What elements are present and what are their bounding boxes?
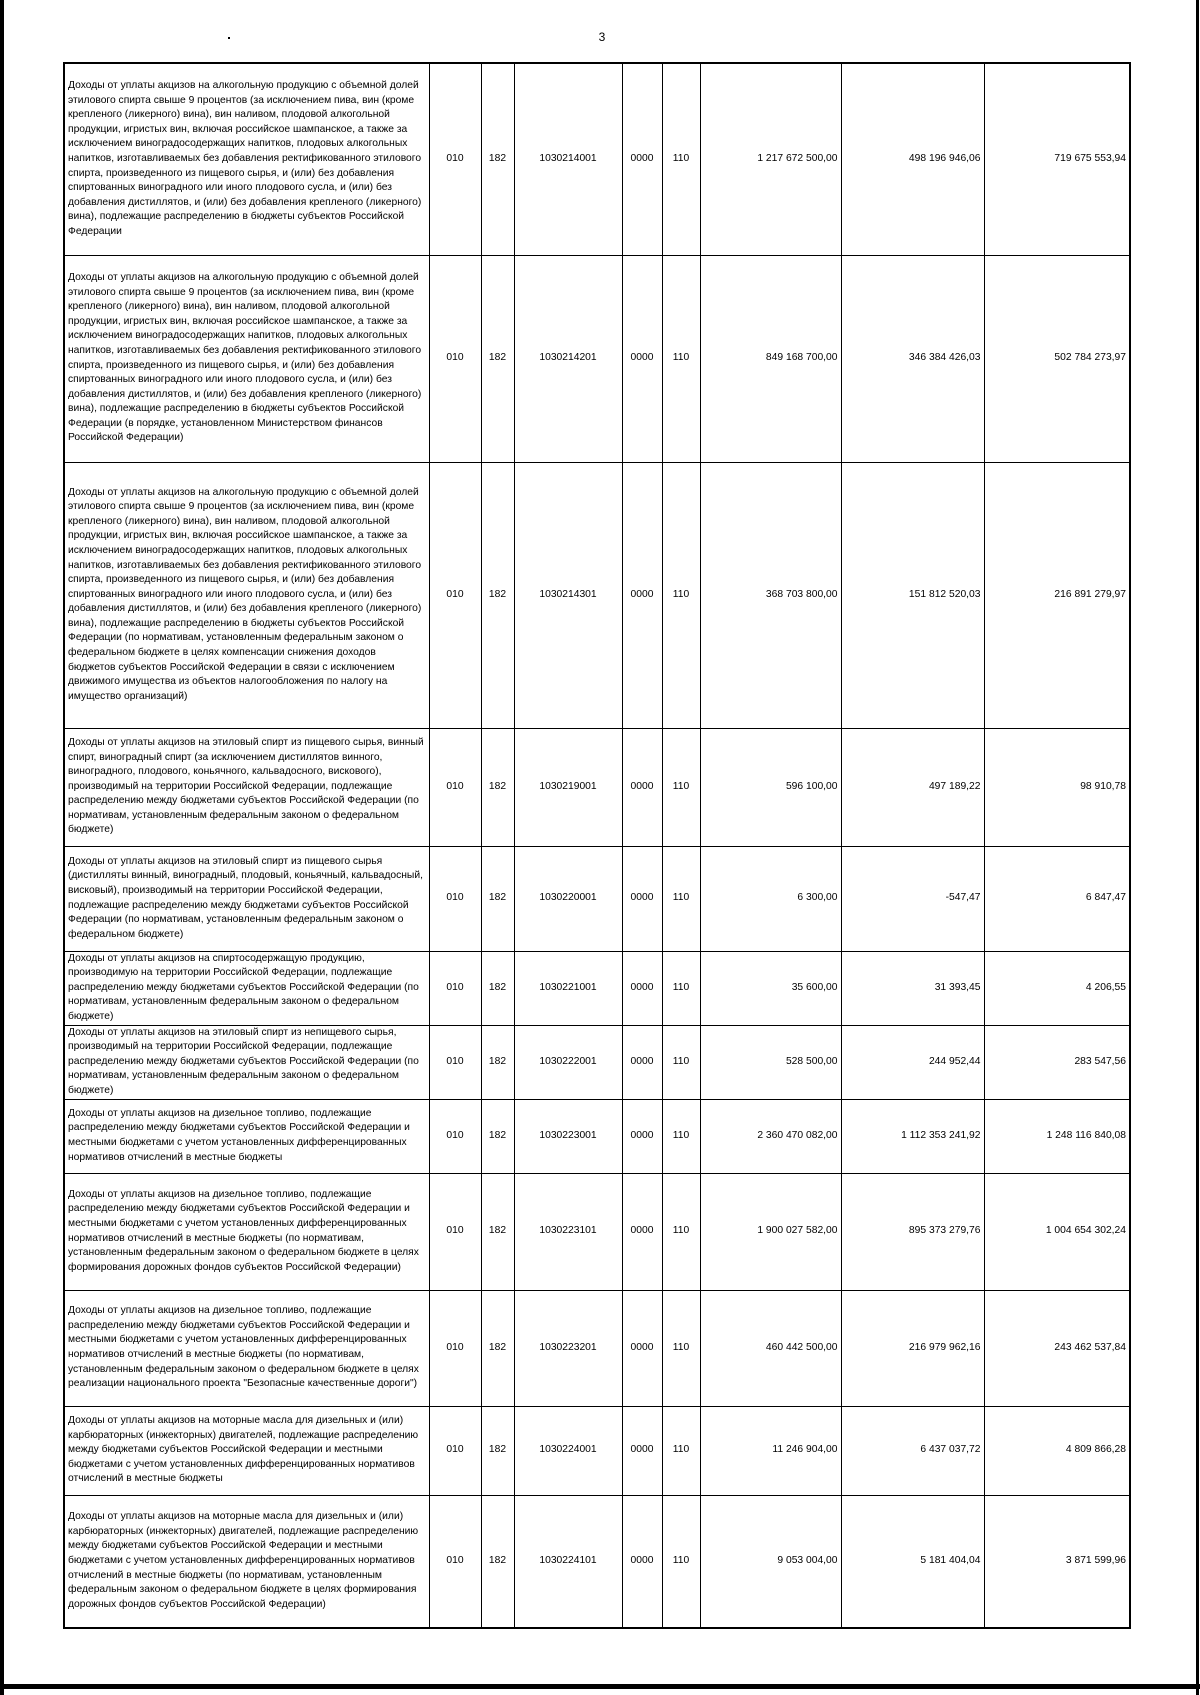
row-description: Доходы от уплаты акцизов на спиртосодержащую продукцию, производимую на территории Российской Федерации, подлежащие распределению между бюджетами субъектов Российской Федерации (по нормативам, установленным федеральным законом о федеральном бюджете) <box>64 951 429 1025</box>
amount-1: 849 168 700,00 <box>700 255 841 462</box>
table-body <box>64 63 1130 1628</box>
code-col2: 010 <box>429 462 481 728</box>
code-col4: 1030222001 <box>514 1025 622 1099</box>
amount-3: 1 004 654 302,24 <box>984 1173 1130 1290</box>
table-row <box>64 1025 1130 1099</box>
amount-2: 244 952,44 <box>841 1025 984 1099</box>
code-col3: 182 <box>481 1290 514 1406</box>
scan-right-edge <box>1196 0 1199 1695</box>
code-col4: 1030224001 <box>514 1406 622 1495</box>
code-col5: 0000 <box>622 1025 662 1099</box>
code-col2: 010 <box>429 846 481 951</box>
amount-3: 502 784 273,97 <box>984 255 1130 462</box>
code-col6: 110 <box>662 462 700 728</box>
amount-1: 1 900 027 582,00 <box>700 1173 841 1290</box>
code-col6: 110 <box>662 846 700 951</box>
amount-2: 895 373 279,76 <box>841 1173 984 1290</box>
code-col5: 0000 <box>622 1495 662 1628</box>
amount-3: 4 206,55 <box>984 951 1130 1025</box>
code-col5: 0000 <box>622 728 662 846</box>
row-description: Доходы от уплаты акцизов на дизельное топливо, подлежащие распределению между бюджетами субъектов Российской Федерации и местными бюджетами с учетом установленных дифференцированных нормативов отчислений в местные бюджеты <box>64 1099 429 1173</box>
code-col2: 010 <box>429 1173 481 1290</box>
table-row <box>64 462 1130 728</box>
amount-2: 5 181 404,04 <box>841 1495 984 1628</box>
amount-3: 98 910,78 <box>984 728 1130 846</box>
code-col3: 182 <box>481 1406 514 1495</box>
code-col3: 182 <box>481 1025 514 1099</box>
table-row <box>64 255 1130 462</box>
code-col6: 110 <box>662 1173 700 1290</box>
amount-1: 1 217 672 500,00 <box>700 63 841 255</box>
code-col5: 0000 <box>622 1099 662 1173</box>
amount-2: 216 979 962,16 <box>841 1290 984 1406</box>
amount-2: 497 189,22 <box>841 728 984 846</box>
code-col4: 1030220001 <box>514 846 622 951</box>
amount-3: 1 248 116 840,08 <box>984 1099 1130 1173</box>
code-col4: 1030221001 <box>514 951 622 1025</box>
code-col5: 0000 <box>622 951 662 1025</box>
amount-3: 243 462 537,84 <box>984 1290 1130 1406</box>
row-description: Доходы от уплаты акцизов на дизельное топливо, подлежащие распределению между бюджетами субъектов Российской Федерации и местными бюджетами с учетом установленных дифференцированных нормативов отчислений в местные бюджеты (по нормативам, установленным федеральным законом о федеральном бюджете в целях реализации национального проекта "Безопасные качественные дороги") <box>64 1290 429 1406</box>
amount-1: 368 703 800,00 <box>700 462 841 728</box>
code-col3: 182 <box>481 846 514 951</box>
code-col4: 1030219001 <box>514 728 622 846</box>
code-col3: 182 <box>481 1495 514 1628</box>
code-col4: 1030214001 <box>514 63 622 255</box>
code-col4: 1030223201 <box>514 1290 622 1406</box>
amount-2: 151 812 520,03 <box>841 462 984 728</box>
code-col5: 0000 <box>622 1173 662 1290</box>
amount-2: 346 384 426,03 <box>841 255 984 462</box>
code-col3: 182 <box>481 462 514 728</box>
code-col4: 1030214201 <box>514 255 622 462</box>
scan-left-edge <box>0 0 4 1695</box>
table-row <box>64 846 1130 951</box>
code-col5: 0000 <box>622 462 662 728</box>
code-col5: 0000 <box>622 255 662 462</box>
code-col5: 0000 <box>622 63 662 255</box>
code-col6: 110 <box>662 63 700 255</box>
row-description: Доходы от уплаты акцизов на моторные масла для дизельных и (или) карбюраторных (инжекторных) двигателей, подлежащие распределению между бюджетами субъектов Российской Федерации и местными бюджетами с учетом установленных дифференцированных нормативов отчислений в местные бюджеты (по нормативам, установленным федеральным законом о федеральном бюджете в целях формирования дорожных фондов субъектов Российской Федерации) <box>64 1495 429 1628</box>
code-col2: 010 <box>429 1406 481 1495</box>
amount-1: 9 053 004,00 <box>700 1495 841 1628</box>
amount-1: 2 360 470 082,00 <box>700 1099 841 1173</box>
code-col2: 010 <box>429 63 481 255</box>
code-col2: 010 <box>429 1495 481 1628</box>
code-col3: 182 <box>481 951 514 1025</box>
table-row <box>64 1406 1130 1495</box>
table-row <box>64 1290 1130 1406</box>
code-col2: 010 <box>429 951 481 1025</box>
page-number: 3 <box>598 30 606 44</box>
code-col6: 110 <box>662 728 700 846</box>
amount-1: 35 600,00 <box>700 951 841 1025</box>
scan-speck <box>228 37 230 39</box>
code-col6: 110 <box>662 1406 700 1495</box>
amount-2: 498 196 946,06 <box>841 63 984 255</box>
row-description: Доходы от уплаты акцизов на дизельное топливо, подлежащие распределению между бюджетами субъектов Российской Федерации и местными бюджетами с учетом установленных дифференцированных нормативов отчислений в местные бюджеты (по нормативам, установленным федеральным законом о федеральном бюджете в целях формирования дорожных фондов субъектов Российской Федерации) <box>64 1173 429 1290</box>
amount-1: 460 442 500,00 <box>700 1290 841 1406</box>
revenue-table <box>63 62 1131 1629</box>
row-description: Доходы от уплаты акцизов на алкогольную продукцию с объемной долей этилового спирта свыше 9 процентов (за исключением пива, вин (кроме крепленого (ликерного) вина), вин наливом, плодовой алкогольной продукции, игристых вин, включая российское шампанское, а также за исключением виноградосодержащих напитков, плодовых алкогольных напитков, изготавливаемых без добавления ректификованного этилового спирта, произведенного из пищевого сырья, и (или) без добавления спиртованных виноградного или иного плодового сусла, и (или) без добавления дистиллятов, и (или) без добавления крепленого (ликерного) вина), подлежащие распределению в бюджеты субъектов Российской Федерации (в порядке, установленном Министерством финансов Российской Федерации) <box>64 255 429 462</box>
code-col6: 110 <box>662 951 700 1025</box>
table-row <box>64 728 1130 846</box>
code-col6: 110 <box>662 255 700 462</box>
code-col6: 110 <box>662 1025 700 1099</box>
code-col6: 110 <box>662 1495 700 1628</box>
row-description: Доходы от уплаты акцизов на этиловый спирт из пищевого сырья (дистилляты винный, виноградный, плодовый, коньячный, кальвадосный, висковый), производимый на территории Российской Федерации, подлежащие распределению между бюджетами субъектов Российской Федерации (по нормативам, установленным федеральным законом о федеральном бюджете) <box>64 846 429 951</box>
code-col5: 0000 <box>622 846 662 951</box>
code-col4: 1030214301 <box>514 462 622 728</box>
code-col2: 010 <box>429 1290 481 1406</box>
table-row <box>64 1173 1130 1290</box>
code-col2: 010 <box>429 255 481 462</box>
code-col5: 0000 <box>622 1406 662 1495</box>
row-description: Доходы от уплаты акцизов на алкогольную продукцию с объемной долей этилового спирта свыше 9 процентов (за исключением пива, вин (кроме крепленого (ликерного) вина), вин наливом, плодовой алкогольной продукции, игристых вин, включая российское шампанское, а также за исключением виноградосодержащих напитков, плодовых алкогольных напитков, изготавливаемых без добавления ректификованного этилового спирта, произведенного из пищевого сырья, и (или) без добавления спиртованных виноградного или иного плодового сусла, и (или) без добавления дистиллятов, и (или) без добавления крепленого (ликерного) вина), подлежащие распределению в бюджеты субъектов Российской Федерации <box>64 63 429 255</box>
row-description: Доходы от уплаты акцизов на алкогольную продукцию с объемной долей этилового спирта свыше 9 процентов (за исключением пива, вин (кроме крепленого (ликерного) вина), вин наливом, плодовой алкогольной продукции, игристых вин, включая российское шампанское, а также за исключением виноградосодержащих напитков, плодовых алкогольных напитков, изготавливаемых без добавления ректификованного этилового спирта, произведенного из пищевого сырья, и (или) без добавления спиртованных виноградного или иного плодового сусла, и (или) без добавления дистиллятов, и (или) без добавления крепленого (ликерного) вина), подлежащие распределению в бюджеты субъектов Российской Федерации (по нормативам, установленным федеральным законом о федеральном бюджете в целях компенсации снижения доходов бюджетов субъектов Российской Федерации в связи с исключением движимого имущества из объектов налогообложения по налогу на имущество организаций) <box>64 462 429 728</box>
amount-3: 719 675 553,94 <box>984 63 1130 255</box>
code-col3: 182 <box>481 728 514 846</box>
amount-1: 11 246 904,00 <box>700 1406 841 1495</box>
code-col3: 182 <box>481 1173 514 1290</box>
table-row <box>64 1099 1130 1173</box>
table-row <box>64 1495 1130 1628</box>
code-col3: 182 <box>481 255 514 462</box>
scan-bottom-edge <box>0 1684 1200 1689</box>
amount-3: 216 891 279,97 <box>984 462 1130 728</box>
amount-1: 6 300,00 <box>700 846 841 951</box>
code-col3: 182 <box>481 1099 514 1173</box>
row-description: Доходы от уплаты акцизов на моторные масла для дизельных и (или) карбюраторных (инжекторных) двигателей, подлежащие распределению между бюджетами субъектов Российской Федерации и местными бюджетами с учетом установленных дифференцированных нормативов отчислений в местные бюджеты <box>64 1406 429 1495</box>
code-col2: 010 <box>429 1025 481 1099</box>
amount-2: 31 393,45 <box>841 951 984 1025</box>
amount-1: 596 100,00 <box>700 728 841 846</box>
amount-3: 4 809 866,28 <box>984 1406 1130 1495</box>
code-col2: 010 <box>429 728 481 846</box>
amount-2: 6 437 037,72 <box>841 1406 984 1495</box>
amount-3: 6 847,47 <box>984 846 1130 951</box>
amount-1: 528 500,00 <box>700 1025 841 1099</box>
amount-3: 3 871 599,96 <box>984 1495 1130 1628</box>
code-col4: 1030223001 <box>514 1099 622 1173</box>
code-col5: 0000 <box>622 1290 662 1406</box>
code-col3: 182 <box>481 63 514 255</box>
amount-2: 1 112 353 241,92 <box>841 1099 984 1173</box>
table-row <box>64 951 1130 1025</box>
code-col2: 010 <box>429 1099 481 1173</box>
table-row <box>64 63 1130 255</box>
amount-3: 283 547,56 <box>984 1025 1130 1099</box>
amount-2: -547,47 <box>841 846 984 951</box>
code-col4: 1030224101 <box>514 1495 622 1628</box>
code-col6: 110 <box>662 1290 700 1406</box>
code-col6: 110 <box>662 1099 700 1173</box>
row-description: Доходы от уплаты акцизов на этиловый спирт из непищевого сырья, производимый на территории Российской Федерации, подлежащие распределению между бюджетами субъектов Российской Федерации (по нормативам, установленным федеральным законом о федеральном бюджете) <box>64 1025 429 1099</box>
code-col4: 1030223101 <box>514 1173 622 1290</box>
row-description: Доходы от уплаты акцизов на этиловый спирт из пищевого сырья, винный спирт, виноградный спирт (за исключением дистиллятов винного, виноградного, плодового, коньячного, кальвадосного, вискового), производимый на территории Российской Федерации, подлежащие распределению между бюджетами субъектов Российской Федерации (по нормативам, установленным федеральным законом о федеральном бюджете) <box>64 728 429 846</box>
